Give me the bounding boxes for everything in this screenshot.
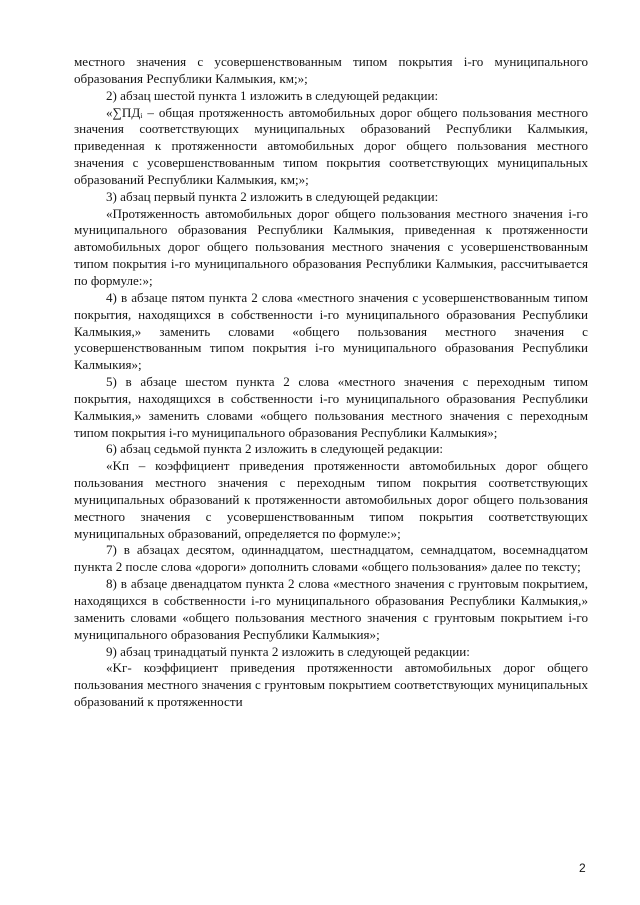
paragraph-item-2: 2) абзац шестой пункта 1 изложить в следующей редакции: [106,87,439,103]
page-number: 2 [579,861,586,875]
paragraph-item-7: 7) в абзацах десятом, одиннадцатом, шестнадцатом, семнадцатом, восемнадцатом пункта 2 после слова «дороги» дополнить словами «общего пользования» далее по тексту; [74,542,588,575]
document-body [74,54,588,711]
paragraph-item-4: 4) в абзаце пятом пункта 2 слова «местного значения с усовершенствованным типом покрытия, находящихся в собственности i-го муниципального образования Республики Калмыкия,» заменить словами «общего пользования местного значения с усовершенствованным типом покрытия i-го муниципального образования Республики Калмыкия»; [74,289,588,373]
paragraph-item-3: 3) абзац первый пункта 2 изложить в следующей редакции: [106,188,439,204]
paragraph-quote: «Kп – коэффициент приведения протяженности автомобильных дорог общего пользования местного значения с переходным типом покрытия соответствующих муниципальных образований к протяженности автомобильных дорог общего пользования местного значения с усовершенствованным типом покрытия соответствующих муниципальных образований, определяется по формуле:»; [74,458,588,541]
paragraph-item-5: 5) в абзаце шестом пункта 2 слова «местного значения с переходным типом покрытия, находящихся в собственности i-го муниципального образования Республики Калмыкия,» заменить словами «общего пользования местного значения с переходным типом покрытия i-го муниципального образования Республики Калмыкия»; [74,374,588,440]
paragraph-quote: «∑ПДᵢ – общая протяженность автомобильных дорог общего пользования местного значения соответствующих муниципальных образований Республики Калмыкия, приведенная к протяженности автомобильных дорог общего пользования местного значения с усовершенствованным типом покрытия соответствующих муниципальных образований Республики Калмыкия, км;»; [74,104,588,187]
paragraph-item-6: 6) абзац седьмой пункта 2 изложить в следующей редакции: [106,441,444,457]
paragraph-continuation: местного значения с усовершенствованным типом покрытия i-го муниципального образования Республики Калмыкия, км;»; [74,54,588,86]
paragraph-quote: «Kг- коэффициент приведения протяженности автомобильных дорог общего пользования местного значения с грунтовым покрытием соответствующих муниципальных образований к протяженности [74,660,588,710]
paragraph-quote: «Протяженность автомобильных дорог общего пользования местного значения i-го муниципального образования Республики Калмыкия, приведенная к протяженности автомобильных дорог общего пользования местного значения с усовершенствованным типом покрытия i-го муниципального образования Республики Калмыкия, рассчитывается по формуле:»; [74,205,588,288]
paragraph-item-8: 8) в абзаце двенадцатом пункта 2 слова «местного значения с грунтовым покрытием, находящихся в собственности i-го муниципального образования Республики Калмыкия,» заменить словами «общего пользования местного значения с грунтовым покрытием i-го муниципального образования Республики Калмыкия»; [74,576,588,642]
paragraph-item-9: 9) абзац тринадцатый пункта 2 изложить в следующей редакции: [106,643,470,659]
